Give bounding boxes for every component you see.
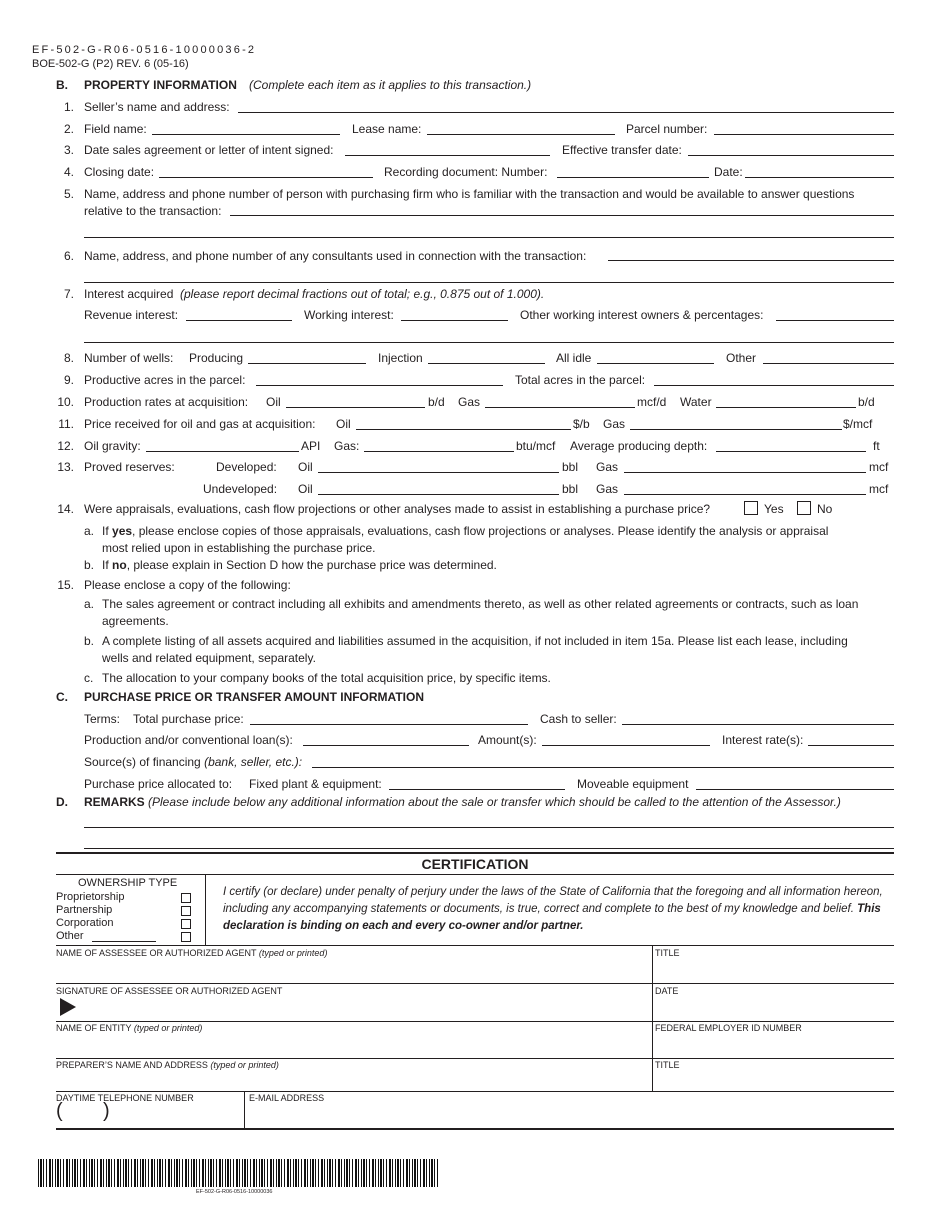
unit-api: API xyxy=(301,439,321,453)
amounts-field[interactable] xyxy=(542,745,710,746)
label-gas-btu: Gas: xyxy=(334,439,360,453)
form-id: BOE-502-G (P2) REV. 6 (05-16) xyxy=(32,58,189,70)
section-b-title: PROPERTY INFORMATION xyxy=(84,78,237,92)
unit-bd-water: b/d xyxy=(858,395,875,409)
label-producing-depth: Average producing depth: xyxy=(570,439,708,453)
remarks-field-2[interactable] xyxy=(84,848,894,849)
unit-ft: ft xyxy=(873,439,880,453)
instruction-15a: The sales agreement or contract including all exhibits and amendments thereto, as well as other related agreements or contracts, such as loan xyxy=(102,597,859,611)
partnership-checkbox[interactable] xyxy=(181,906,191,916)
section-d-letter: D. xyxy=(56,795,68,809)
field-caption-email: E-MAIL ADDRESS xyxy=(249,1093,325,1103)
gas-btu-field[interactable] xyxy=(364,451,514,452)
water-rate-field[interactable] xyxy=(716,407,856,408)
barcode-text: EF-502-G-R06-0516-10000036 xyxy=(196,1189,273,1195)
working-interest-field[interactable] xyxy=(401,320,508,321)
yes-checkbox[interactable] xyxy=(744,501,758,515)
item-number: 1. xyxy=(63,100,74,114)
remarks-field[interactable] xyxy=(84,827,894,828)
item-number: 2. xyxy=(63,122,74,136)
label-sources-financing: Source(s) of financing (bank, seller, etc.): xyxy=(84,755,303,769)
instruction-15b: A complete listing of all assets acquired and liabilities assumed in the acquisition, if not included in item 15a. Please list each lease, including xyxy=(102,634,848,648)
section-c-letter: C. xyxy=(56,690,68,704)
label-price-received: Price received for oil and gas at acquisition: xyxy=(84,417,316,431)
label-cash-to-seller: Cash to seller: xyxy=(540,712,617,726)
label-undeveloped: Undeveloped: xyxy=(203,482,278,496)
ownership-other-field[interactable] xyxy=(92,941,156,942)
label-price-allocated: Purchase price allocated to: xyxy=(84,777,233,791)
unit-mcf: mcf xyxy=(869,460,889,474)
item-number: 9. xyxy=(63,373,74,387)
item-number: 6. xyxy=(63,249,74,263)
proprietorship-checkbox[interactable] xyxy=(181,893,191,903)
label-consultants: Name, address, and phone number of any consultants used in connection with the transaction: xyxy=(84,249,587,263)
item-number: 7. xyxy=(63,287,74,301)
ownership-type-title: OWNERSHIP TYPE xyxy=(78,877,178,889)
developed-gas-field[interactable] xyxy=(624,472,866,473)
undeveloped-oil-field[interactable] xyxy=(318,494,559,495)
certification-rule xyxy=(56,874,894,875)
phone-area-close-paren: ) xyxy=(103,1100,110,1122)
label-appraisals-question: Were appraisals, evaluations, cash flow projections or other analyses made to assist in establishing a purchase price? xyxy=(84,502,711,516)
certification-bottom-rule xyxy=(56,1128,894,1130)
ownership-proprietorship: Proprietorship xyxy=(56,891,125,903)
label-undeveloped-gas: Gas xyxy=(596,482,619,496)
other-checkbox[interactable] xyxy=(181,932,191,942)
label-loans: Production and/or conventional loan(s): xyxy=(84,733,293,747)
field-caption-signature: SIGNATURE OF ASSESSEE OR AUTHORIZED AGENT xyxy=(56,986,283,996)
fixed-plant-field[interactable] xyxy=(389,789,565,790)
gas-price-field[interactable] xyxy=(630,429,842,430)
field-caption-agent-name: NAME OF ASSESSEE OR AUTHORIZED AGENT (typed or printed) xyxy=(56,948,328,958)
item-number: 12. xyxy=(57,439,74,453)
label-recording-document: Recording document: Number: xyxy=(384,165,548,179)
ownership-corporation: Corporation xyxy=(56,917,114,929)
parcel-number-field[interactable] xyxy=(714,134,894,135)
consultants-field[interactable] xyxy=(608,260,894,261)
certification-divider xyxy=(205,874,206,945)
label-lease-name: Lease name: xyxy=(352,122,422,136)
label-injection: Injection xyxy=(378,351,423,365)
label-sales-agreement-date: Date sales agreement or letter of intent signed: xyxy=(84,143,334,157)
producing-depth-field[interactable] xyxy=(716,451,866,452)
injection-wells-field[interactable] xyxy=(428,363,545,364)
instruction-15a-cont: agreements. xyxy=(102,614,169,628)
sources-financing-field[interactable] xyxy=(312,767,894,768)
unit-mcf-2: mcf xyxy=(869,482,889,496)
unit-per-barrel: $/b xyxy=(573,417,590,431)
sub-item-marker: b. xyxy=(84,634,95,648)
item-number: 3. xyxy=(63,143,74,157)
item-number: 5. xyxy=(63,187,74,201)
row-rule xyxy=(56,945,894,946)
unit-mcfd: mcf/d xyxy=(637,395,667,409)
field-caption-preparer: PREPARER’S NAME AND ADDRESS (typed or printed) xyxy=(56,1060,279,1070)
item-number: 8. xyxy=(63,351,74,365)
sub-item-marker: b. xyxy=(84,558,95,572)
label-field-name: Field name: xyxy=(84,122,147,136)
field-caption-date: DATE xyxy=(655,986,679,996)
label-production-rates: Production rates at acquisition: xyxy=(84,395,249,409)
unit-bbl-2: bbl xyxy=(562,482,579,496)
label-moveable-equipment: Moveable equipment xyxy=(577,777,689,791)
label-total-purchase-price: Total purchase price: xyxy=(133,712,244,726)
loans-field[interactable] xyxy=(303,745,469,746)
item-number: 15. xyxy=(57,578,74,592)
label-other-wells: Other xyxy=(726,351,757,365)
col-divider xyxy=(652,945,653,1091)
label-fixed-plant: Fixed plant & equipment: xyxy=(249,777,382,791)
unit-per-mcf: $/mcf xyxy=(843,417,873,431)
barcode xyxy=(38,1159,440,1187)
gas-rate-field[interactable] xyxy=(485,407,635,408)
revenue-interest-field[interactable] xyxy=(186,320,292,321)
developed-oil-field[interactable] xyxy=(318,472,559,473)
sub-item-marker: a. xyxy=(84,597,95,611)
label-productive-acres: Productive acres in the parcel: xyxy=(84,373,246,387)
unit-btu-mcf: btu/mcf xyxy=(516,439,556,453)
row-rule xyxy=(56,1058,894,1059)
ownership-partnership: Partnership xyxy=(56,904,113,916)
label-purchasing-contact: Name, address and phone number of person with purchasing firm who is familiar with the transaction and would be available to answer questions xyxy=(84,187,855,201)
instruction-14a-cont: most relied upon in establishing the purchase price. xyxy=(102,541,376,555)
item-number: 14. xyxy=(57,502,74,516)
sub-item-marker: a. xyxy=(84,524,95,538)
label-revenue-interest: Revenue interest: xyxy=(84,308,179,322)
purchasing-contact-field[interactable] xyxy=(230,215,894,216)
label-proved-reserves: Proved reserves: xyxy=(84,460,175,474)
label-gas-price: Gas xyxy=(603,417,626,431)
label-oil: Oil xyxy=(266,395,281,409)
interest-rates-field[interactable] xyxy=(808,745,894,746)
row-rule xyxy=(56,1021,894,1022)
section-b-letter: B. xyxy=(56,78,68,92)
oil-rate-field[interactable] xyxy=(286,407,425,408)
field-caption-phone: DAYTIME TELEPHONE NUMBER xyxy=(56,1093,194,1103)
item-number: 13. xyxy=(57,460,74,474)
label-undeveloped-oil: Oil xyxy=(298,482,313,496)
item-number: 10. xyxy=(57,395,74,409)
label-water: Water xyxy=(680,395,712,409)
other-owners-field-2[interactable] xyxy=(84,342,894,343)
col-divider xyxy=(244,1091,245,1129)
certification-title: CERTIFICATION xyxy=(421,856,529,872)
undeveloped-gas-field[interactable] xyxy=(624,494,866,495)
section-d-heading: REMARKS (Please include below any additional information about the sale or transfer which should be called to the attention of the Assessor.) xyxy=(84,795,841,809)
label-enclose-copy: Please enclose a copy of the following: xyxy=(84,578,291,592)
section-c-title: PURCHASE PRICE OR TRANSFER AMOUNT INFORMATION xyxy=(84,690,424,704)
lease-name-field[interactable] xyxy=(427,134,615,135)
certification-statement: I certify (or declare) under penalty of perjury under the laws of the State of California that the foregoing and all information hereon, including any accompanying statements or documents, is true, correct and complete to the best of my knowledge and belief. This declaration is binding on each and every co-owner and/or partner. xyxy=(223,886,883,932)
item-number: 4. xyxy=(63,165,74,179)
label-closing-date: Closing date: xyxy=(84,165,155,179)
label-working-interest: Working interest: xyxy=(304,308,394,322)
label-interest-rates: Interest rate(s): xyxy=(722,733,804,747)
label-producing: Producing xyxy=(189,351,244,365)
consultants-field-2[interactable] xyxy=(84,282,894,283)
field-caption-fein: FEDERAL EMPLOYER ID NUMBER xyxy=(655,1023,802,1033)
item-number: 11. xyxy=(58,417,74,431)
label-number-of-wells: Number of wells: xyxy=(84,351,174,365)
form-code-line: EF-502-G-R06-0516-10000036-2 xyxy=(32,44,257,56)
seller-field[interactable] xyxy=(238,112,894,113)
field-caption-title: TITLE xyxy=(655,948,680,958)
label-yes: Yes xyxy=(764,502,784,516)
instruction-15b-cont: wells and related equipment, separately. xyxy=(102,651,316,665)
total-purchase-price-field[interactable] xyxy=(250,724,528,725)
closing-date-field[interactable] xyxy=(159,177,373,178)
producing-wells-field[interactable] xyxy=(248,363,366,364)
label-developed-oil: Oil xyxy=(298,460,313,474)
row-rule xyxy=(56,1091,894,1092)
field-name-field[interactable] xyxy=(152,134,340,135)
label-amounts: Amount(s): xyxy=(478,733,537,747)
label-developed-gas: Gas xyxy=(596,460,619,474)
corporation-checkbox[interactable] xyxy=(181,919,191,929)
label-parcel-number: Parcel number: xyxy=(626,122,708,136)
label-no: No xyxy=(817,502,833,516)
effective-transfer-date-field[interactable] xyxy=(688,155,894,156)
other-owners-field[interactable] xyxy=(776,320,894,321)
instruction-14b: If no, please explain in Section D how the purchase price was determined. xyxy=(102,558,497,572)
interest-acquired-note: (please report decimal fractions out of total; e.g., 0.875 out of 1.000). xyxy=(180,287,545,301)
field-caption-title-2: TITLE xyxy=(655,1060,680,1070)
instruction-14a: If yes, please enclose copies of those appraisals, evaluations, cash flow projections or analyses. Please identify the analysis or appraisal xyxy=(102,524,829,538)
phone-area-open-paren: ( xyxy=(56,1100,63,1122)
other-wells-field[interactable] xyxy=(763,363,894,364)
ownership-other: Other xyxy=(56,930,84,942)
label-seller: Seller’s name and address: xyxy=(84,100,230,114)
oil-price-field[interactable] xyxy=(356,429,571,430)
section-b-subtitle: (Complete each item as it applies to this transaction.) xyxy=(249,78,532,92)
recording-date-field[interactable] xyxy=(745,177,894,178)
label-effective-transfer-date: Effective transfer date: xyxy=(562,143,682,157)
instruction-15c: The allocation to your company books of the total acquisition price, by specific items. xyxy=(102,671,551,685)
purchasing-contact-field-2[interactable] xyxy=(84,237,894,238)
label-total-acres: Total acres in the parcel: xyxy=(515,373,646,387)
label-other-owners: Other working interest owners & percentages: xyxy=(520,308,764,322)
label-all-idle: All idle xyxy=(556,351,592,365)
sub-item-marker: c. xyxy=(84,671,94,685)
sign-here-arrow-icon xyxy=(60,998,76,1016)
label-oil-gravity: Oil gravity: xyxy=(84,439,141,453)
label-recording-date: Date: xyxy=(714,165,743,179)
sales-agreement-date-field[interactable] xyxy=(345,155,550,156)
recording-number-field[interactable] xyxy=(557,177,709,178)
label-developed: Developed: xyxy=(216,460,277,474)
no-checkbox[interactable] xyxy=(797,501,811,515)
field-caption-entity: NAME OF ENTITY (typed or printed) xyxy=(56,1023,203,1033)
idle-wells-field[interactable] xyxy=(597,363,714,364)
certification-top-rule xyxy=(56,852,894,854)
label-oil-price: Oil xyxy=(336,417,351,431)
moveable-equipment-field[interactable] xyxy=(696,789,894,790)
unit-bd: b/d xyxy=(428,395,445,409)
productive-acres-field[interactable] xyxy=(256,385,503,386)
row-rule xyxy=(56,983,894,984)
unit-bbl: bbl xyxy=(562,460,579,474)
total-acres-field[interactable] xyxy=(654,385,894,386)
label-interest-acquired: Interest acquired xyxy=(84,287,174,301)
label-purchasing-contact-cont: relative to the transaction: xyxy=(84,204,222,218)
cash-to-seller-field[interactable] xyxy=(622,724,894,725)
label-gas: Gas xyxy=(458,395,481,409)
oil-gravity-field[interactable] xyxy=(146,451,299,452)
label-terms: Terms: xyxy=(84,712,120,726)
